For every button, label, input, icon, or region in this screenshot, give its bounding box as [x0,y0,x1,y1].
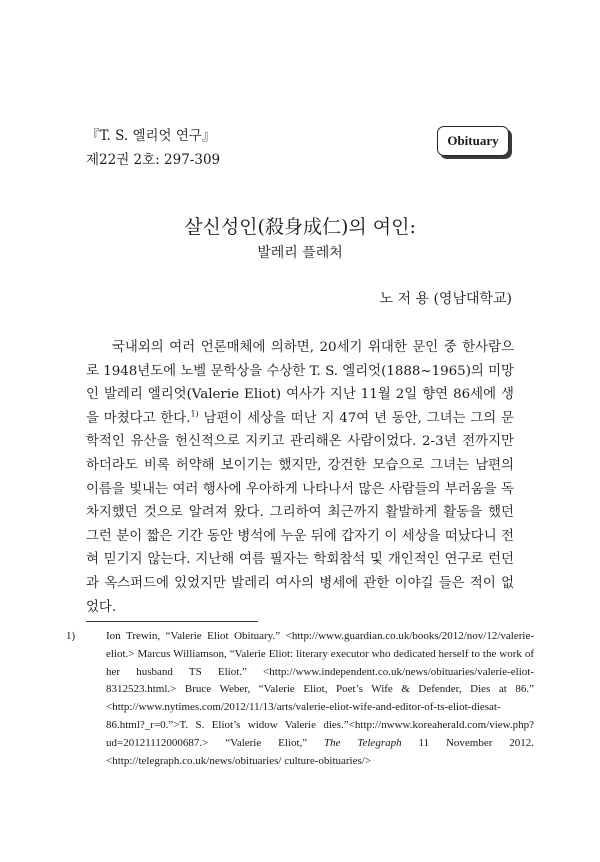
journal-name: 『T. S. 엘리엇 연구』 [86,128,216,144]
footnote-text-part2: 11 November 2012. <http://telegraph.co.uk/news/obituaries/ culture-obituaries/> [106,736,534,767]
footnote-text-part1: Ion Trewin, “Valerie Eliot Obituary.” <http://www.guardian.co.uk/books/2012/nov/12/valerie-eliot.> Marcus Williamson, “Valerie Eliot: literary executor who dedicated herself to the work of her husband TS Eliot.” <http://www.independent.co.uk/news/obituaries/valerie-eliot-8312523.html.> Bruce Weber, “Valerie Eliot, Poet’s Wife & Defender, Dies at 86.” <http://www.nytimes.com/2012/11/13/arts/valerie-eliot-wife-and-editor-of-ts-eliot-diesat-86.html?_r=0.”>T. S. Eliot’s widow Valerie dies.”<http://nwww.koreaherald.com/view.php?ud=20121112000687.> “Valerie Eliot,” [106,630,534,749]
journal-issue: 제22권 2호: 297-309 [86,152,221,168]
footnote-number: 1) [66,630,76,642]
article-title: 살신성인(殺身成仁)의 여인: [184,216,416,238]
footnote [66,628,534,770]
body-text-part2: 남편이 세상을 떠난 지 47여 년 동안, 그녀는 그의 문학적인 유산을 헌신적으로 지키고 관리해온 사람이었다. 2-3년 전까지만 하더라도 비록 허약해 보이기는 했지만, 강건한 모습으로 그녀는 남편의 이름을 빛내는 여러 행사에 우아하게 나타나서 많은 사람들의 부러움을 독차지했던 것으로 알려져 왔다. 그리하여 최근까지 활발하게 활동을 했던 그런 분이 짧은 기간 동안 병석에 누운 뒤에 갑자기 이 세상을 떠났다니 전혀 믿기지 않는다. 지난해 여름 필자는 학회참석 및 개인적인 연구로 런던과 옥스퍼드에 있었지만 발레리 여사의 병세에 관한 이야길 들은 적이 없었다. [86,410,514,615]
body-text-part1: 국내외의 여러 언론매체에 의하면, 20세기 위대한 문인 중 한사람으로 1948년도에 노벨 문학상을 수상한 T. S. 엘리엇(1888~1965)의 미망인 발레리 엘리엇(Valerie Eliot) 여사가 지난 11월 2일 향연 86세에 생을 마쳤다고 한다. [86,340,514,426]
article-subtitle: 발레리 플레처 [257,245,343,261]
journal-info [86,124,220,172]
author-line: 노 저 용 (영남대학교) [379,291,512,307]
footnote-divider [86,621,258,622]
footnote-italic-title: The Telegraph [324,736,402,749]
body-paragraph [86,336,514,619]
footnote-reference[interactable]: 1) [190,409,199,419]
obituary-badge: Obituary [437,126,509,156]
